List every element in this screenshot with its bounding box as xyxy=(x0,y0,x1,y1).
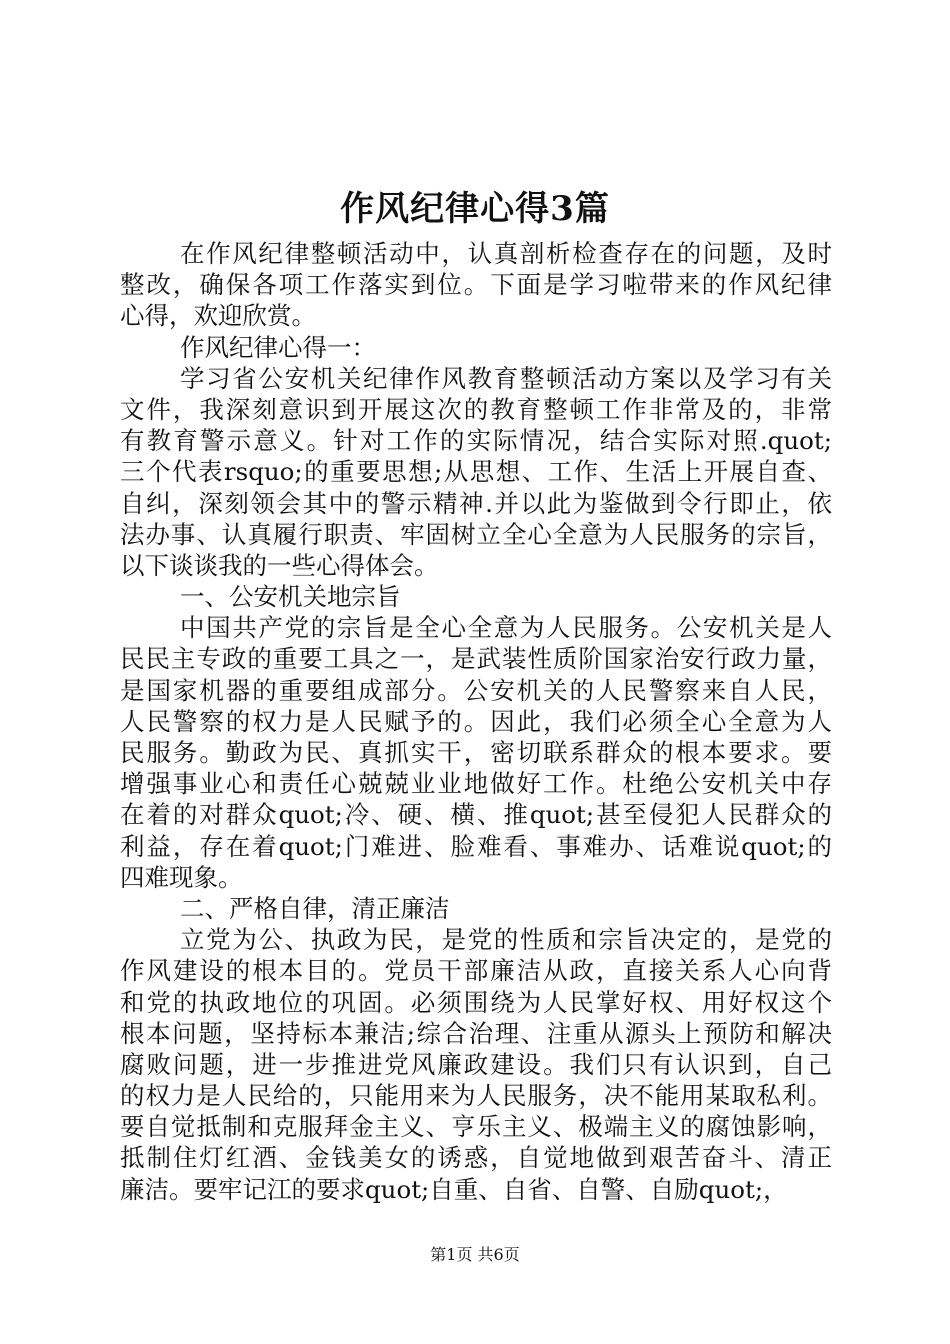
text-line: 学习省公安机关纪律作风教育整顿活动方案以及学习有关 xyxy=(180,363,832,393)
text-line: 增强事业心和责任心兢兢业业地做好工作。杜绝公安机关中存 xyxy=(120,769,832,799)
text-line: 利益，存在着quot;门难进、脸难看、事难办、话难说quot;的 xyxy=(120,831,832,861)
text-line: 自纠，深刻领会其中的警示精神.并以此为鉴做到令行即止，依 xyxy=(120,488,832,518)
text-line: 的权力是人民给的，只能用来为人民服务，决不能用某取私利。 xyxy=(120,1081,832,1111)
text-line: 腐败问题，进一步推进党风廉政建设。我们只有认识到，自己 xyxy=(120,1049,832,1079)
text-line: 文件，我深刻意识到开展这次的教育整顿工作非常及的，非常 xyxy=(120,394,832,424)
text-line: 廉洁。要牢记江的要求quot;自重、自省、自警、自励quot;， xyxy=(120,1174,788,1204)
page-footer: 第1页 共6页 xyxy=(430,1245,520,1264)
text-line: 要自觉抵制和克服拜金主义、亨乐主义、极端主义的腐蚀影响， xyxy=(120,1112,832,1142)
text-line: 作风建设的根本目的。党员干部廉洁从政，直接关系人心向背 xyxy=(120,956,832,986)
document-body xyxy=(120,238,832,1205)
text-line: 心得，欢迎欣赏。 xyxy=(120,301,316,331)
text-line: 立党为公、执政为民，是党的性质和宗旨决定的，是党的 xyxy=(180,925,832,955)
text-line: 在作风纪律整顿活动中，认真剖析检查存在的问题，及时 xyxy=(180,239,832,268)
text-line: 根本问题，坚持标本兼洁;综合治理、注重从源头上预防和解决 xyxy=(120,1018,832,1048)
text-line: 是国家机器的重要组成部分。公安机关的人民警察来自人民， xyxy=(120,675,832,705)
text-line: 整改，确保各项工作落实到位。下面是学习啦带来的作风纪律 xyxy=(120,270,832,300)
text-line: 民服务。勤政为民、真抓实干，密切联系群众的根本要求。要 xyxy=(120,738,832,767)
section-heading: 二、严格自律，清正廉洁 xyxy=(180,893,450,923)
text-line: 和党的执政地位的巩固。必须围绕为人民掌好权、用好权这个 xyxy=(120,987,832,1017)
text-line: 三个代表rsquo;的重要思想;从思想、工作、生活上开展自查、 xyxy=(120,457,832,487)
section-heading: 一、公安机关地宗旨 xyxy=(180,582,401,612)
text-line: 以下谈谈我的一些心得体会。 xyxy=(120,550,439,580)
text-line: 抵制住灯红酒、金钱美女的诱惑，自觉地做到艰苦奋斗、清正 xyxy=(120,1143,832,1173)
text-line: 四难现象。 xyxy=(120,862,243,892)
text-line: 民民主专政的重要工具之一，是武装性质阶国家治安行政力量， xyxy=(120,644,832,674)
section-heading: 作风纪律心得一： xyxy=(180,332,376,362)
text-line: 有教育警示意义。针对工作的实际情况，结合实际对照.quot; xyxy=(120,426,832,456)
text-line: 法办事、认真履行职责、牢固树立全心全意为人民服务的宗旨， xyxy=(120,519,832,549)
text-line: 在着的对群众quot;冷、硬、横、推quot;甚至侵犯人民群众的 xyxy=(120,800,832,830)
text-line: 人民警察的权力是人民赋予的。因此，我们必须全心全意为人 xyxy=(120,706,832,736)
text-line: 中国共产党的宗旨是全心全意为人民服务。公安机关是人 xyxy=(180,613,832,643)
document-title: 作风纪律心得3篇 xyxy=(340,189,610,229)
